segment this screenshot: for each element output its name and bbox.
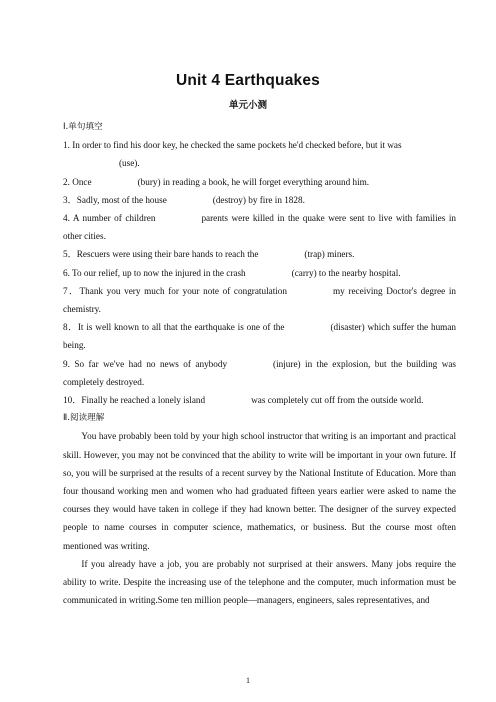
question-1-hint: (use). [119, 158, 140, 169]
page-subtitle: 单元小测 [228, 100, 267, 111]
question-7-text: 7．Thank you very much for your note of congratulation [63, 285, 287, 296]
question-8-text: 8．It is well known to all that the earthquake is one of the [63, 322, 285, 333]
question-7 [63, 282, 456, 318]
reading-paragraph-2: If you already have a job, you are probably not surprised at their answers. Many jobs require the ability to write. Despite the increasing use of the telephone and the computer, much information must be communicated in writing.Some ten million people—managers, engineers, sales representatives, and [63, 558, 456, 606]
section-heading-fill-in: Ⅰ.单句填空 [63, 122, 103, 132]
question-1-cont [63, 154, 456, 172]
question-5-text: 5．Rescuers were using their bare hands to reach the [63, 249, 259, 260]
question-10-text: 10．Finally he reached a lonely island [63, 395, 206, 406]
question-7-hint: my receiving Doctor's degree in chemistry. [63, 285, 456, 315]
question-4-hint: parents were killed in the quake were sent to live with families in other cities. [63, 213, 456, 242]
question-9 [63, 355, 456, 391]
page-number: 1 [246, 676, 250, 685]
question-1-text: 1. In order to find his door key, he checked the same pockets he'd checked before, but it was [63, 140, 402, 151]
question-8 [63, 318, 456, 354]
reading-paragraph-1: You have probably been told by your high school instructor that writing is an important and practical skill. However, you may not be convinced that the ability to write will be important in your own future. If so, you will be surprised at the results of a recent survey by the National Institute of Education. More than four thousand working men and women who had graduated fifteen years earlier were asked to name the courses they would have taken in college if they had known better. The designer of the survey expected people to name courses in computer science, mathematics, or business. But the course most often mentioned was writing. [63, 431, 456, 551]
question-8-hint: (disaster) which suffer the human being. [63, 322, 456, 351]
question-3 [63, 191, 456, 209]
question-2-hint: (bury) in reading a book, he will forget everything around him. [137, 176, 370, 187]
question-3-hint: (destroy) by fire in 1828. [212, 194, 305, 205]
question-10-hint: was completely cut off from the outside world. [251, 395, 424, 406]
question-6 [63, 264, 456, 282]
question-9-text: 9. So far we've had no news of anybody [63, 358, 228, 369]
document-body [63, 118, 456, 609]
page-title: Unit 4 Earthquakes [175, 72, 320, 89]
question-10 [63, 391, 456, 409]
question-5-hint: (trap) miners. [304, 249, 355, 260]
question-6-hint: (carry) to the nearby hospital. [291, 267, 401, 278]
question-5 [63, 245, 456, 263]
question-2 [63, 173, 456, 191]
question-1 [63, 136, 456, 154]
question-2-text: 2. Once [63, 176, 92, 187]
question-9-hint: (injure) in the explosion, but the building was completely destroyed. [63, 358, 456, 387]
question-4-text: 4. A number of children [63, 213, 156, 224]
question-6-text: 6. To our relief, up to now the injured in the crash [63, 267, 246, 278]
question-3-text: 3．Sadly, most of the house [63, 194, 167, 205]
section-heading-reading: Ⅱ.阅读理解 [63, 413, 105, 424]
question-4 [63, 209, 456, 245]
